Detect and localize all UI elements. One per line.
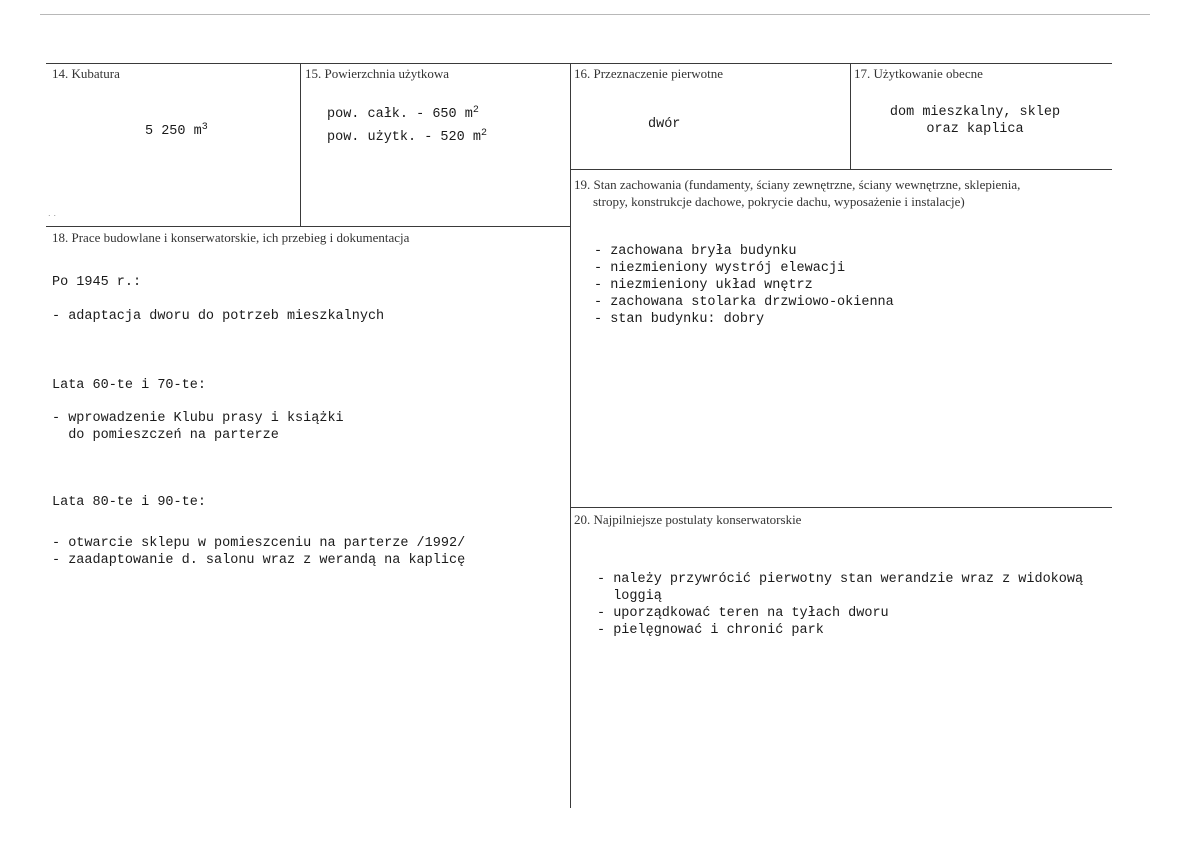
divider-14-15 bbox=[300, 63, 301, 226]
pow-calk: pow. całk. - 650 m bbox=[327, 107, 473, 122]
f18-p2-head: Lata 60-te i 70-te: bbox=[52, 378, 206, 393]
rule-under-14-15 bbox=[46, 226, 570, 227]
field-14-label: 14. Kubatura bbox=[52, 66, 120, 81]
field-16-value: dwór bbox=[648, 117, 681, 132]
field-17-line2: oraz kaplica bbox=[926, 122, 1024, 137]
field-14-value bbox=[145, 124, 208, 141]
f18-p1-item1: - adaptacja dworu do potrzeb mieszkalnych bbox=[52, 309, 385, 324]
f18-p3-item1: - otwarcie sklepu w pomieszceniu na parterze /1992/ bbox=[52, 536, 466, 551]
kubatura-value: 5 250 m bbox=[145, 124, 202, 139]
f18-p2-item1-cont: do pomieszczeń na parterze bbox=[52, 428, 279, 443]
f18-p3-item2: - zaadaptowanie d. salonu wraz z werandą na kaplicę bbox=[52, 553, 466, 568]
rule-under-16-17 bbox=[570, 169, 1112, 170]
kubatura-unit-sup: 3 bbox=[201, 122, 208, 133]
field-15-label: 15. Powierzchnia użytkowa bbox=[305, 66, 450, 81]
f18-p1-head: Po 1945 r.: bbox=[52, 275, 142, 290]
field-17-label: 17. Użytkowanie obecne bbox=[854, 66, 983, 81]
f19-item-2: - niezmieniony wystrój elewacji bbox=[594, 261, 846, 276]
f18-p2-item1: - wprowadzenie Klubu prasy i książki bbox=[52, 411, 344, 426]
field-17-line1: dom mieszkalny, sklep bbox=[889, 105, 1061, 120]
field-16-label: 16. Przeznaczenie pierwotne bbox=[574, 66, 724, 81]
field-18-label: 18. Prace budowlane i konserwatorskie, ich przebieg i dokumentacja bbox=[52, 230, 410, 245]
pow-calk-sup: 2 bbox=[472, 105, 479, 116]
rule-above-20 bbox=[570, 507, 1112, 508]
top-border bbox=[40, 14, 1150, 15]
f20-item1-cont: loggią bbox=[597, 589, 662, 604]
f19-item-5: - stan budynku: dobry bbox=[594, 312, 765, 327]
pow-uzytk-sup: 2 bbox=[480, 128, 487, 139]
f18-p3-head: Lata 80-te i 90-te: bbox=[52, 495, 206, 510]
f20-item2: - uporządkować teren na tyłach dworu bbox=[597, 606, 889, 621]
f19-item-1: - zachowana bryła budynku bbox=[594, 244, 797, 259]
pow-uzytk: pow. użytk. - 520 m bbox=[327, 130, 481, 145]
field-20-label: 20. Najpilniejsze postulaty konserwatorskie bbox=[574, 512, 802, 527]
divider-16-17 bbox=[850, 63, 851, 169]
scan-dots: .. bbox=[48, 209, 60, 218]
field-19-label-line2: stropy, konstrukcje dachowe, pokrycie dachu, wyposażenie i instalacje) bbox=[593, 194, 965, 209]
f19-item-3: - niezmieniony układ wnętrz bbox=[594, 278, 813, 293]
field-19-label-line1: 19. Stan zachowania (fundamenty, ściany zewnętrzne, ściany wewnętrzne, sklepienia, bbox=[574, 177, 1021, 192]
f19-item-4: - zachowana stolarka drzwiowo-okienna bbox=[594, 295, 894, 310]
field-15-line2 bbox=[327, 130, 487, 147]
header-rule bbox=[46, 63, 1112, 64]
divider-main bbox=[570, 63, 571, 808]
field-15-line1 bbox=[327, 107, 479, 124]
f20-item3: - pielęgnować i chronić park bbox=[597, 623, 824, 638]
f20-item1: - należy przywrócić pierwotny stan werandzie wraz z widokową bbox=[597, 572, 1084, 587]
